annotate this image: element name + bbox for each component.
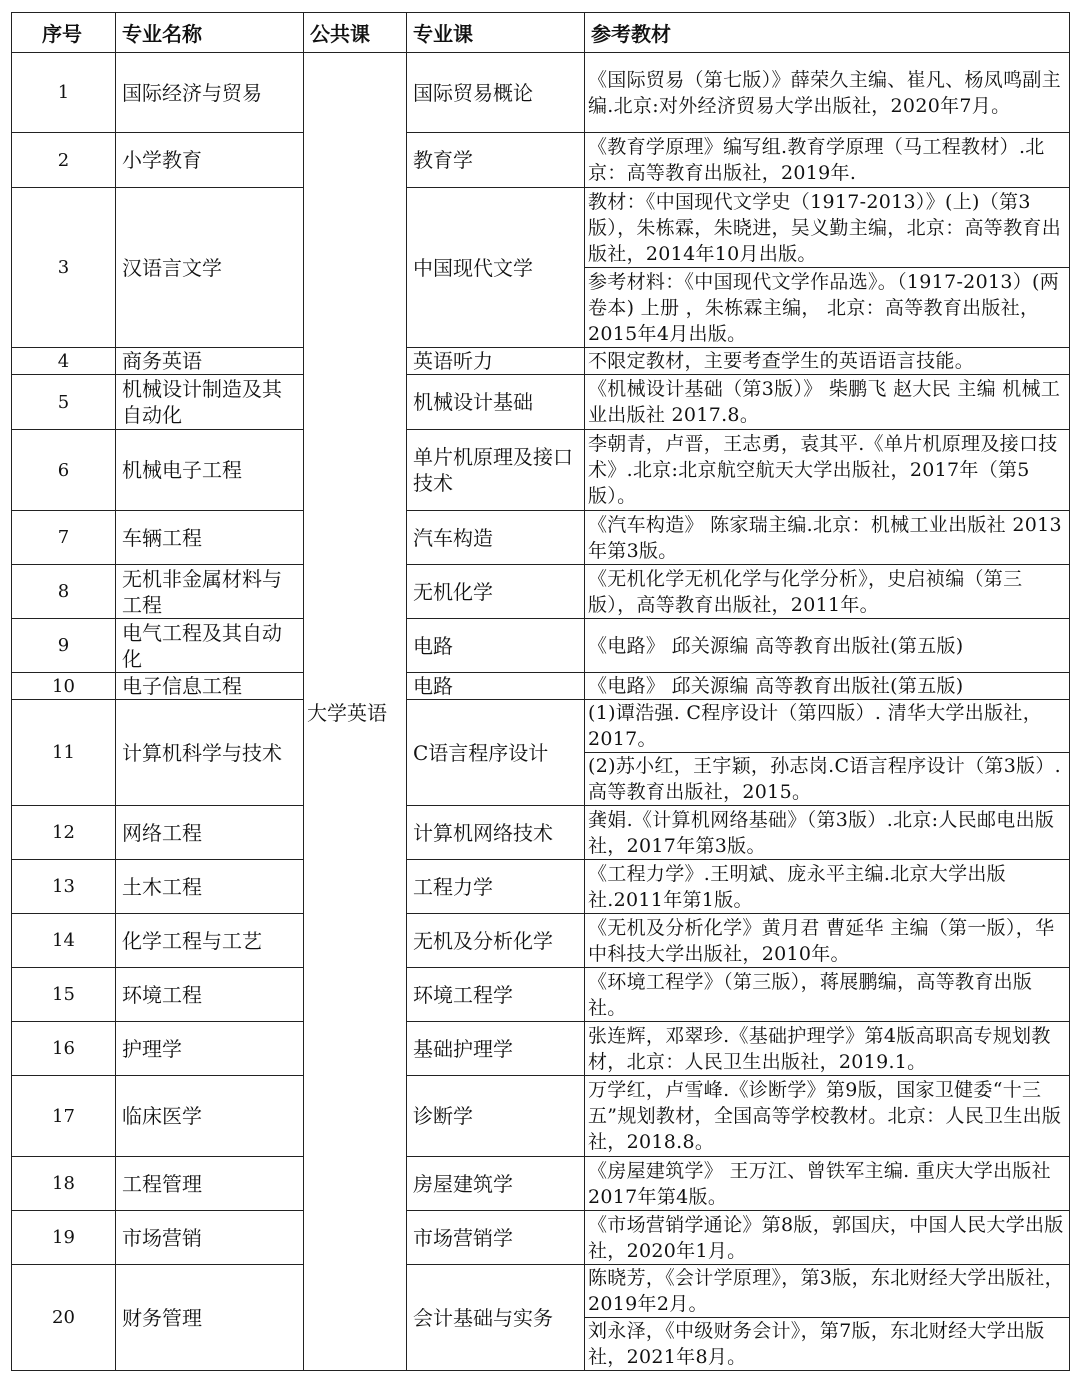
reference-textbook: 龚娟.《计算机网络基础》（第3版）.北京:人民邮电出版社，2017年第3版。 (585, 806, 1070, 860)
reference-textbook: 《工程力学》.王明斌、庞永平主编.北京大学出版社.2011年第1版。 (585, 860, 1070, 914)
reference-textbook: 陈晓芳，《会计学原理》，第3版，东北财经大学出版社，2019年2月。 (585, 1265, 1070, 1318)
major-name: 车辆工程 (116, 511, 304, 565)
major-course: 市场营销学 (407, 1211, 585, 1265)
reference-textbook: (2)苏小红，王宇颖，孙志岗.C语言程序设计（第3版）.高等教育出版社，2015。 (585, 753, 1070, 806)
reference-textbook: 参考材料：《中国现代文学作品选》。（1917-2013）(两卷本) 上册 ，朱栋霖主编， 北京：高等教育出版社，2015年4月出版。 (585, 268, 1070, 348)
major-course: 汽车构造 (407, 511, 585, 565)
row-number: 17 (12, 1076, 116, 1157)
table-row (12, 700, 1070, 753)
major-course: 英语听力 (407, 348, 585, 375)
reference-textbook: 《环境工程学》（第三版），蒋展鹏编，高等教育出版社。 (585, 968, 1070, 1022)
table-row (12, 430, 1070, 511)
row-number: 1 (12, 53, 116, 133)
table-row (12, 1076, 1070, 1157)
row-number: 15 (12, 968, 116, 1022)
table-row (12, 1265, 1070, 1318)
header-major-course: 专业课 (407, 13, 585, 53)
major-name: 国际经济与贸易 (116, 53, 304, 133)
row-number: 12 (12, 806, 116, 860)
major-course: 机械设计基础 (407, 375, 585, 430)
major-name: 电气工程及其自动化 (116, 619, 304, 673)
row-number: 19 (12, 1211, 116, 1265)
header-row (12, 13, 1070, 53)
major-course: 工程力学 (407, 860, 585, 914)
major-name: 汉语言文学 (116, 188, 304, 348)
major-course: 中国现代文学 (407, 188, 585, 348)
table-body (12, 53, 1070, 1371)
reference-textbook: 《无机化学无机化学与化学分析》，史启祯编（第三版），高等教育出版社，2011年。 (585, 565, 1070, 619)
header-reference-textbook: 参考教材 (585, 13, 1070, 53)
major-course: C语言程序设计 (407, 700, 585, 806)
row-number: 9 (12, 619, 116, 673)
table-row (12, 565, 1070, 619)
major-course: 国际贸易概论 (407, 53, 585, 133)
major-course: 房屋建筑学 (407, 1157, 585, 1211)
major-name: 网络工程 (116, 806, 304, 860)
reference-textbook: 《市场营销学通论》第8版，郭国庆，中国人民大学出版社，2020年1月。 (585, 1211, 1070, 1265)
reference-textbook: 万学红，卢雪峰.《诊断学》第9版，国家卫健委“十三五”规划教材，全国高等学校教材。北京：人民卫生出版社，2018.8。 (585, 1076, 1070, 1157)
table-row (12, 806, 1070, 860)
major-name: 计算机科学与技术 (116, 700, 304, 806)
major-course: 单片机原理及接口技术 (407, 430, 585, 511)
row-number: 10 (12, 673, 116, 700)
reference-textbook: 李朝青，卢晋，王志勇，袁其平.《单片机原理及接口技术》.北京:北京航空航天大学出版社，2017年（第5版）。 (585, 430, 1070, 511)
header-public-course: 公共课 (304, 13, 407, 53)
major-name: 无机非金属材料与工程 (116, 565, 304, 619)
major-course: 无机化学 (407, 565, 585, 619)
table-row (12, 1157, 1070, 1211)
row-number: 20 (12, 1265, 116, 1371)
reference-textbook: (1)谭浩强. C程序设计（第四版）. 清华大学出版社，2017。 (585, 700, 1070, 753)
table-row (12, 188, 1070, 268)
table-row (12, 511, 1070, 565)
reference-textbook: 《教育学原理》编写组.教育学原理（马工程教材）.北京：高等教育出版社，2019年. (585, 133, 1070, 188)
table-row (12, 133, 1070, 188)
reference-textbook: 《电路》 邱关源编 高等教育出版社(第五版) (585, 673, 1070, 700)
public-course: 大学英语 (304, 53, 407, 1371)
table-row (12, 348, 1070, 375)
reference-textbook: 《机械设计基础（第3版）》 柴鹏飞 赵大民 主编 机械工业出版社 2017.8。 (585, 375, 1070, 430)
major-name: 财务管理 (116, 1265, 304, 1371)
table-row (12, 53, 1070, 133)
major-course: 电路 (407, 673, 585, 700)
table-row (12, 968, 1070, 1022)
major-course: 教育学 (407, 133, 585, 188)
major-name: 环境工程 (116, 968, 304, 1022)
row-number: 13 (12, 860, 116, 914)
major-name: 机械设计制造及其自动化 (116, 375, 304, 430)
row-number: 11 (12, 700, 116, 806)
major-course: 无机及分析化学 (407, 914, 585, 968)
major-name: 机械电子工程 (116, 430, 304, 511)
major-course: 会计基础与实务 (407, 1265, 585, 1371)
row-number: 7 (12, 511, 116, 565)
row-number: 5 (12, 375, 116, 430)
table-row (12, 619, 1070, 673)
major-name: 商务英语 (116, 348, 304, 375)
major-name: 工程管理 (116, 1157, 304, 1211)
row-number: 16 (12, 1022, 116, 1076)
reference-textbook: 刘永泽，《中级财务会计》，第7版，东北财经大学出版社，2021年8月。 (585, 1318, 1070, 1371)
major-course: 电路 (407, 619, 585, 673)
major-course: 计算机网络技术 (407, 806, 585, 860)
reference-textbook: 不限定教材，主要考查学生的英语语言技能。 (585, 348, 1070, 375)
header-serial-number: 序号 (12, 13, 116, 53)
table-row (12, 1022, 1070, 1076)
textbook-table (11, 12, 1070, 1371)
reference-textbook: 张连辉，邓翠珍.《基础护理学》第4版高职高专规划教材，北京：人民卫生出版社，2019.1。 (585, 1022, 1070, 1076)
major-name: 护理学 (116, 1022, 304, 1076)
row-number: 8 (12, 565, 116, 619)
major-name: 化学工程与工艺 (116, 914, 304, 968)
table-row (12, 673, 1070, 700)
reference-textbook: 教材：《中国现代文学史（1917-2013）》(上)（第3版），朱栋霖，朱晓进，吴义勤主编，北京：高等教育出版社，2014年10月出版。 (585, 188, 1070, 268)
reference-textbook: 《房屋建筑学》 王万江、曾铁军主编. 重庆大学出版社2017年第4版。 (585, 1157, 1070, 1211)
reference-textbook: 《汽车构造》 陈家瑞主编.北京：机械工业出版社 2013年第3版。 (585, 511, 1070, 565)
reference-textbook: 《电路》 邱关源编 高等教育出版社(第五版) (585, 619, 1070, 673)
row-number: 6 (12, 430, 116, 511)
major-name: 电子信息工程 (116, 673, 304, 700)
table-row (12, 914, 1070, 968)
reference-textbook: 《无机及分析化学》黄月君 曹延华 主编（第一版），华中科技大学出版社，2010年。 (585, 914, 1070, 968)
table-row (12, 375, 1070, 430)
header-major-name: 专业名称 (116, 13, 304, 53)
table-row (12, 860, 1070, 914)
major-name: 临床医学 (116, 1076, 304, 1157)
reference-textbook: 《国际贸易（第七版）》薛荣久主编、崔凡、杨凤鸣副主编.北京:对外经济贸易大学出版社，2020年7月。 (585, 53, 1070, 133)
row-number: 4 (12, 348, 116, 375)
major-name: 小学教育 (116, 133, 304, 188)
row-number: 3 (12, 188, 116, 348)
major-name: 土木工程 (116, 860, 304, 914)
major-course: 诊断学 (407, 1076, 585, 1157)
major-course: 基础护理学 (407, 1022, 585, 1076)
major-course: 环境工程学 (407, 968, 585, 1022)
table-row (12, 1211, 1070, 1265)
row-number: 2 (12, 133, 116, 188)
row-number: 18 (12, 1157, 116, 1211)
row-number: 14 (12, 914, 116, 968)
major-name: 市场营销 (116, 1211, 304, 1265)
